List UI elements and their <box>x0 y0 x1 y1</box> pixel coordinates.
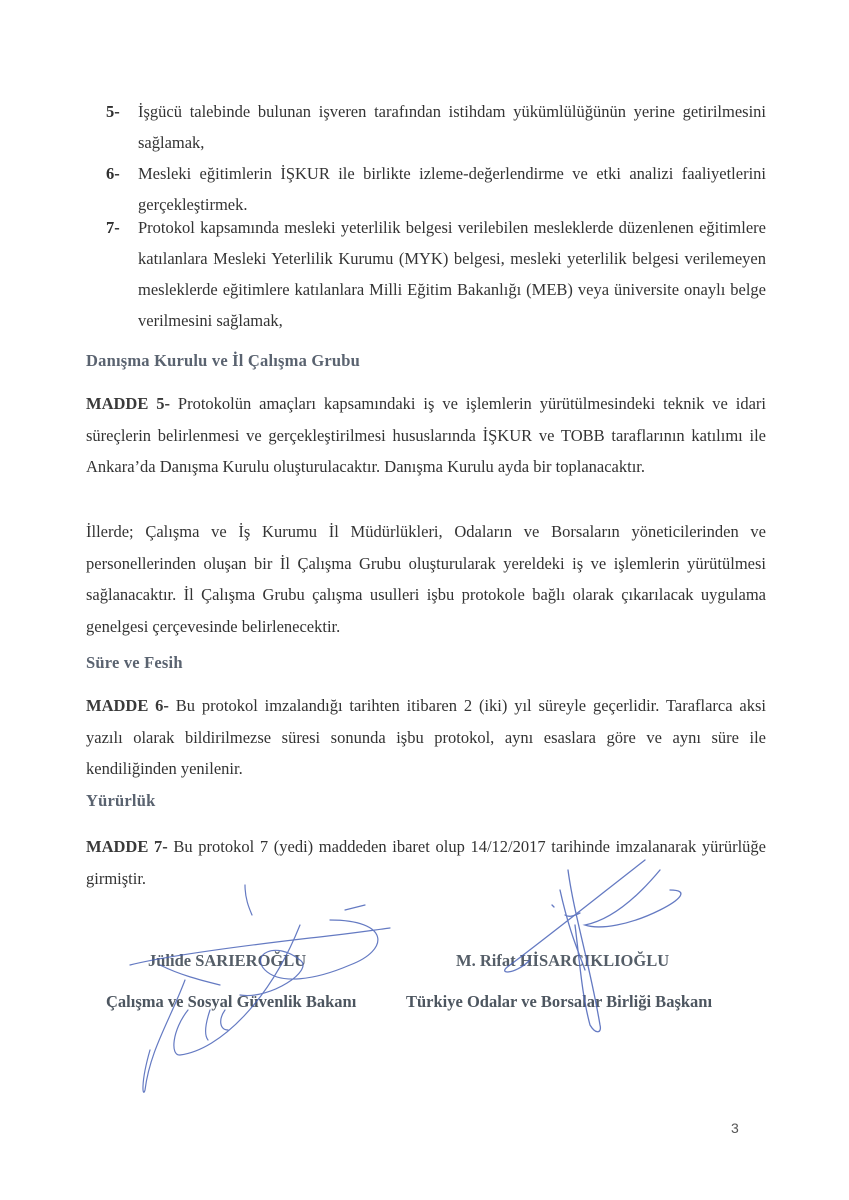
list-item-7 <box>106 212 766 336</box>
madde-text: Bu protokol imzalandığı tarihten itibaren 2 (iki) yıl süreyle geçerlidir. Taraflarca aksi yazılı olarak bildirilmezse süresi sonunda işbu protokol, aynı esaslara göre ve aynı süre ile kendiliğinden yenilenir. <box>86 696 766 778</box>
section-heading-danisma: Danışma Kurulu ve İl Çalışma Grubu <box>86 351 361 370</box>
madde-text: Bu protokol 7 (yedi) maddeden ibaret olup 14/12/2017 tarihinde imzalanarak yürürlüğe girmiştir. <box>86 837 766 888</box>
page-number: 3 <box>731 1120 739 1136</box>
signatory-right-name: M. Rifat HİSARCIKLIOĞLU <box>456 951 670 970</box>
signatory-left-title: Çalışma ve Sosyal Güvenlik Bakanı <box>106 992 357 1011</box>
list-text: İşgücü talebinde bulunan işveren tarafından istihdam yükümlülüğünün yerine getirilmesini sağlamak, <box>138 102 766 152</box>
madde-5-paragraph <box>86 388 766 483</box>
signatory-left-name: Jülide SARIEROĞLU <box>148 951 307 970</box>
section-heading-yururluk: Yürürlük <box>86 791 156 810</box>
list-text: Protokol kapsamında mesleki yeterlilik belgesi verilebilen mesleklerde düzenlenen eğitimlere katılanlara Mesleki Yeterlilik Kurumu (MYK) belgesi, mesleki yeterlilik belgesi verilemeyen mesleklerde eğitimlere katılanlara Milli Eğitim Bakanlığı (MEB) veya üniversite onaylı belge verilmesini sağlamak, <box>138 218 766 330</box>
list-number: 7- <box>106 218 120 237</box>
madde-label: MADDE 7- <box>86 837 168 856</box>
iller-paragraph: İllerde; Çalışma ve İş Kurumu İl Müdürlükleri, Odaların ve Borsaların yöneticilerinden ve personellerinden oluşan bir İl Çalışma Grubu oluşturularak yereldeki iş ve işlemlerin yürütülmesi sağlanacaktır. İl Çalışma Grubu çalışma usulleri işbu protokole bağlı olarak çıkarılacak uygulama genelgesi çerçevesinde belirlenecektir. <box>86 522 766 636</box>
list-text: Mesleki eğitimlerin İŞKUR ile birlikte izleme-değerlendirme ve etki analizi faaliyetlerini gerçekleştirmek. <box>138 164 766 214</box>
madde-7-paragraph <box>86 831 766 894</box>
list-number: 5- <box>106 102 120 121</box>
section-heading-sure: Süre ve Fesih <box>86 653 183 672</box>
madde-text: Protokolün amaçları kapsamındaki iş ve işlemlerin yürütülmesindeki teknik ve idari süreçlerin belirlenmesi ve gerçekleştirilmesi hususlarında İŞKUR ve TOBB taraflarının katılımı ile Ankara’da Danışma Kurulu oluşturulacaktır. Danışma Kurulu ayda bir toplanacaktır. <box>86 394 766 476</box>
madde-label: MADDE 6- <box>86 696 169 715</box>
signatory-right-title: Türkiye Odalar ve Borsalar Birliği Başkanı <box>406 992 713 1011</box>
madde-label: MADDE 5- <box>86 394 170 413</box>
list-number: 6- <box>106 164 120 183</box>
madde-6-paragraph <box>86 690 766 785</box>
signature-left-icon <box>100 880 420 1100</box>
list-item-6 <box>106 158 766 220</box>
list-item-5 <box>106 96 766 158</box>
